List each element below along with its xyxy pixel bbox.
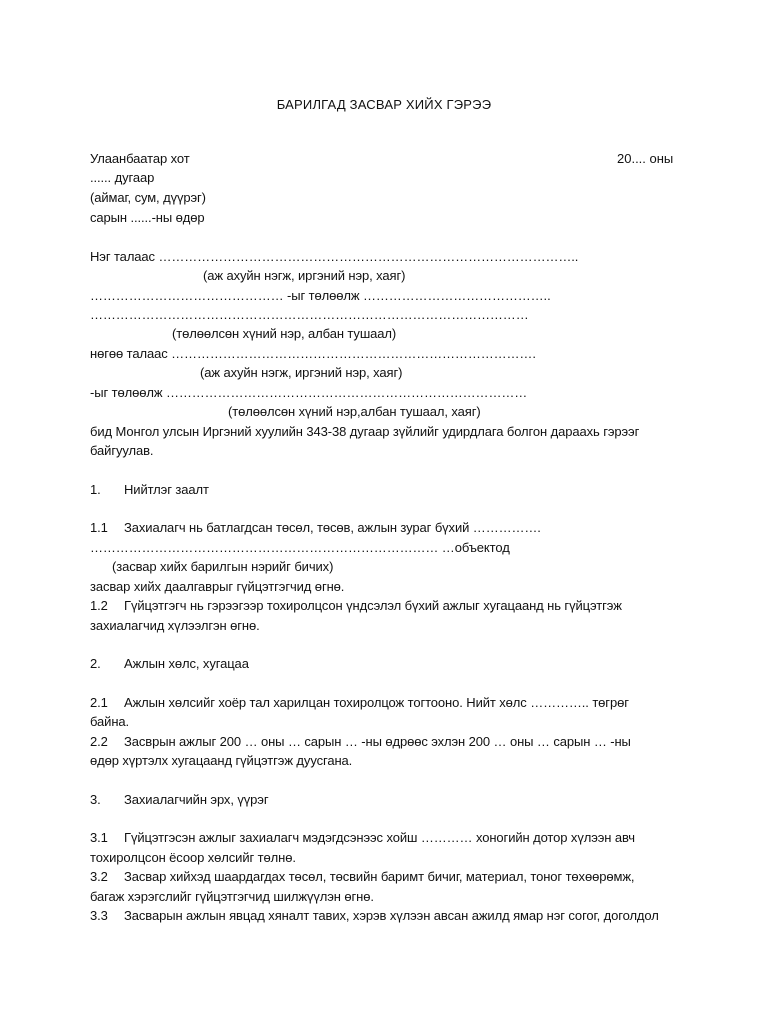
section-2-title: Ажлын хөлс, хугацаа — [124, 656, 249, 671]
clause-1-1-line-3: засвар хийх даалгаврыг гүйцэтгэгчид өгнө. — [90, 579, 345, 594]
party-one-line: Нэг талаас …………………………………………………………………………………….. — [90, 249, 579, 264]
clause-2-1-number: 2.1 — [90, 695, 108, 710]
clause-1-1-hint: (засвар хийх барилгын нэрийг бичих) — [112, 559, 334, 574]
dotted-line: ………………………………………………………………………………………… — [90, 307, 529, 322]
clause-3-3-text: Засварын ажлын явцад хяналт тавих, хэрэв хүлээн авсан ажилд ямар нэг согог, доголдол — [124, 908, 659, 923]
clause-1-1-number: 1.1 — [90, 520, 108, 535]
clause-1-2-number: 1.2 — [90, 598, 108, 613]
section-1-number: 1. — [90, 482, 101, 497]
clause-2-1-line-1 — [90, 694, 629, 712]
clause-3-1-line-2: тохиролцсон ёсоор хөлсийг төлнө. — [90, 850, 296, 865]
basis-line-1: бид Монгол улсын Иргэний хуулийн 343-38 дугаар зүйлийг удирдлага болгон дараахь гэрээг — [90, 424, 640, 439]
clause-3-3-line-1 — [90, 907, 659, 925]
clause-3-2-line-2: багаж хэрэгслийг гүйцэтгэгчид шилжүүлэн өгнө. — [90, 889, 374, 904]
section-2-heading — [90, 655, 249, 673]
clause-2-1-text: Ажлын хөлсийг хоёр тал харилцан тохиролцож тогтооно. Нийт хөлс ………….. төгрөг — [124, 695, 629, 710]
party-one-hint: (аж ахуйн нэгж, иргэний нэр, хаяг) — [203, 268, 406, 283]
clause-3-2-number: 3.2 — [90, 869, 108, 884]
clause-3-1-line-1 — [90, 829, 635, 847]
party-two-line: нөгөө талаас …………………………………………………………………………. — [90, 346, 536, 361]
clause-3-1-number: 3.1 — [90, 830, 108, 845]
clause-3-1-text: Гүйцэтгэсэн ажлыг захиалагч мэдэгдсэнээс хойш ………… хоногийн дотор хүлээн авч — [124, 830, 635, 845]
section-3-heading — [90, 791, 268, 809]
clause-3-2-text: Засвар хийхэд шаардагдах төсөл, төсвийн баримт бичиг, материал, тоног төхөөрөмж, — [124, 869, 635, 884]
clause-3-2-line-1 — [90, 868, 634, 886]
clause-1-1-text: Захиалагч нь батлагдсан төсөл, төсөв, ажлын зураг бүхий ……………. — [124, 520, 541, 535]
party-one-rep-line: ……………………………………… -ыг төлөөлж …………………………………….. — [90, 288, 551, 303]
clause-1-1-line-2: ……………………………………………………………………… …объектод — [90, 540, 510, 555]
contract-number: ...... дугаар — [90, 170, 155, 185]
clause-2-1-line-2: байна. — [90, 714, 130, 729]
clause-1-2-line-1 — [90, 597, 622, 615]
party-one-rep-hint: (төлөөлсөн хүний нэр, албан тушаал) — [172, 326, 397, 341]
section-3-number: 3. — [90, 792, 101, 807]
clause-2-2-number: 2.2 — [90, 734, 108, 749]
party-two-rep-hint: (төлөөлсөн хүний нэр,албан тушаал, хаяг) — [228, 404, 481, 419]
section-1-heading — [90, 481, 209, 499]
basis-line-2: байгуулав. — [90, 443, 154, 458]
section-1-title: Нийтлэг заалт — [124, 482, 209, 497]
section-3-title: Захиалагчийн эрх, үүрэг — [124, 792, 269, 807]
clause-3-3-number: 3.3 — [90, 908, 108, 923]
city-label: Улаанбаатар хот — [90, 151, 190, 166]
location-hint: (аймаг, сум, дүүрэг) — [90, 190, 206, 205]
clause-2-2-text: Засврын ажлыг 200 … оны … сарын … -ны өдрөөс эхлэн 200 … оны … сарын … -ны — [124, 734, 631, 749]
clause-2-2-line-2: өдөр хүртэлх хугацаанд гүйцэтгэж дуусгана. — [90, 753, 353, 768]
clause-1-2-text: Гүйцэтгэгч нь гэрээгээр тохиролцсон үндсэлэл бүхий ажлыг хугацаанд нь гүйцэтгэж — [124, 598, 622, 613]
party-two-rep-line: -ыг төлөөлж ………………………………………………………………………… — [90, 385, 528, 400]
date-year: 20.... оны — [617, 151, 674, 166]
clause-2-2-line-1 — [90, 733, 631, 751]
contract-day: сарын ......-ны өдөр — [90, 210, 205, 225]
section-2-number: 2. — [90, 656, 101, 671]
clause-1-2-line-2: захиалагчид хүлээлгэн өгнө. — [90, 618, 260, 633]
clause-1-1-line-1 — [90, 519, 541, 537]
party-two-hint: (аж ахуйн нэгж, иргэний нэр, хаяг) — [200, 365, 403, 380]
document-title: БАРИЛГАД ЗАСВАР ХИЙХ ГЭРЭЭ — [276, 97, 492, 112]
